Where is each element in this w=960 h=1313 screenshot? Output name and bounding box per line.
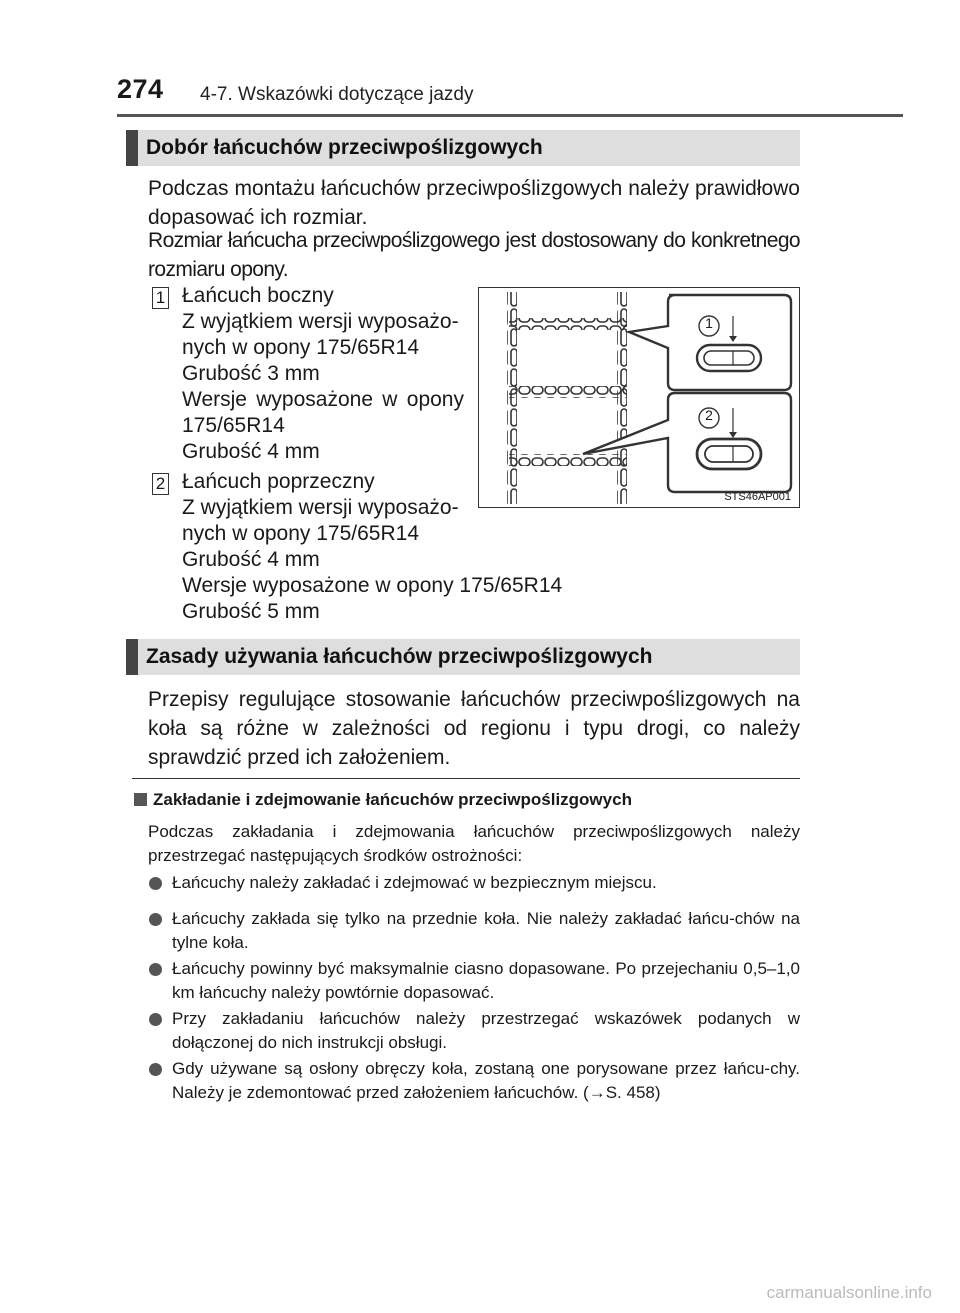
notes-intro: Podczas zakładania i zdejmowania łańcuchów przeciwpoślizgowych należy przestrzegać następujących środków ostrożności: — [148, 822, 800, 865]
callout-2-label: 2 — [705, 407, 713, 423]
bullet-item: Przy zakładaniu łańcuchów należy przestrzegać wskazówek podanych w dołączonej do nich instrukcji obsługi. — [172, 1009, 800, 1052]
callout-1-label: 1 — [705, 315, 713, 331]
item-1-line: nych w opony 175/65R14 — [182, 336, 419, 359]
bullet-icon — [149, 877, 162, 890]
watermark: carmanualsonline.info — [766, 1283, 932, 1302]
item-2-line: Grubość 5 mm — [182, 600, 320, 623]
item-2-line: Wersje wyposażone w opony 175/65R14 — [182, 574, 563, 597]
section-heading-chain-regulations — [126, 639, 800, 675]
bullet-item: Łańcuchy należy zakładać i zdejmować w bezpiecznym miejscu. — [172, 873, 657, 892]
intro-paragraph: Podczas montażu łańcuchów przeciwpoślizgowych należy prawidłowo dopasować ich rozmiar. — [148, 177, 800, 229]
section-heading-text: Dobór łańcuchów przeciwpoślizgowych — [146, 136, 543, 159]
regulations-paragraph: Przepisy regulujące stosowanie łańcuchów przeciwpoślizgowych na koła są różne w zależności od regionu i typu drogi, co należy sprawdzić przed ich założeniem. — [148, 688, 800, 769]
chain-illustration — [479, 288, 798, 506]
bullet-icon — [149, 963, 162, 976]
chapter-title: 4-7. Wskazówki dotyczące jazdy — [200, 84, 474, 105]
item-2-line: nych w opony 175/65R14 — [182, 522, 419, 545]
notes-divider — [132, 778, 800, 779]
bullet-icon — [149, 913, 162, 926]
item-1-line: Grubość 3 mm — [182, 362, 320, 385]
bullet-item: Łańcuchy powinny być maksymalnie ciasno dopasowane. Po przejechaniu 0,5–1,0 km łańcuchy należy powtórnie dopasować. — [172, 959, 800, 1002]
section-heading-text: Zasady używania łańcuchów przeciwpoślizgowych — [146, 645, 653, 668]
item-2-line: Z wyjątkiem wersji wyposażo- — [182, 496, 459, 519]
header-divider — [117, 114, 903, 117]
bullet-item: Łańcuchy zakłada się tylko na przednie koła. Nie należy zakładać łańcu-chów na tylne koła. — [172, 909, 800, 952]
notes-heading-text: Zakładanie i zdejmowanie łańcuchów przeciwpoślizgowych — [153, 790, 632, 809]
item-2-line: Grubość 4 mm — [182, 548, 320, 571]
bullet-item: Gdy używane są osłony obręczy koła, zostaną one porysowane przez łańcu-chy. Należy je zdemontować przed założeniem łańcuchów. (→S. 458) — [172, 1059, 800, 1102]
size-paragraph: Rozmiar łańcucha przeciwpoślizgowego jest dostosowany do konkretnego rozmiaru opony. — [148, 229, 800, 281]
notes-heading — [134, 790, 632, 810]
item-1-line: Grubość 4 mm — [182, 440, 320, 463]
bullet-icon — [149, 1063, 162, 1076]
page-number: 274 — [117, 74, 164, 104]
item-1-line: Z wyjątkiem wersji wyposażo- — [182, 310, 459, 333]
item-number-2: 2 — [152, 473, 169, 495]
item-1-line: Wersje wyposażone w opony — [182, 388, 464, 411]
square-bullet-icon — [134, 793, 147, 806]
item-1-title: Łańcuch boczny — [182, 284, 334, 307]
chain-diagram — [478, 287, 800, 508]
section-heading-chain-selection — [126, 130, 800, 166]
item-2-title: Łańcuch poprzeczny — [182, 470, 375, 493]
bullet-icon — [149, 1013, 162, 1026]
item-number-1: 1 — [152, 287, 169, 309]
figure-code: STS46AP001 — [724, 491, 791, 503]
item-1-line: 175/65R14 — [182, 414, 285, 437]
